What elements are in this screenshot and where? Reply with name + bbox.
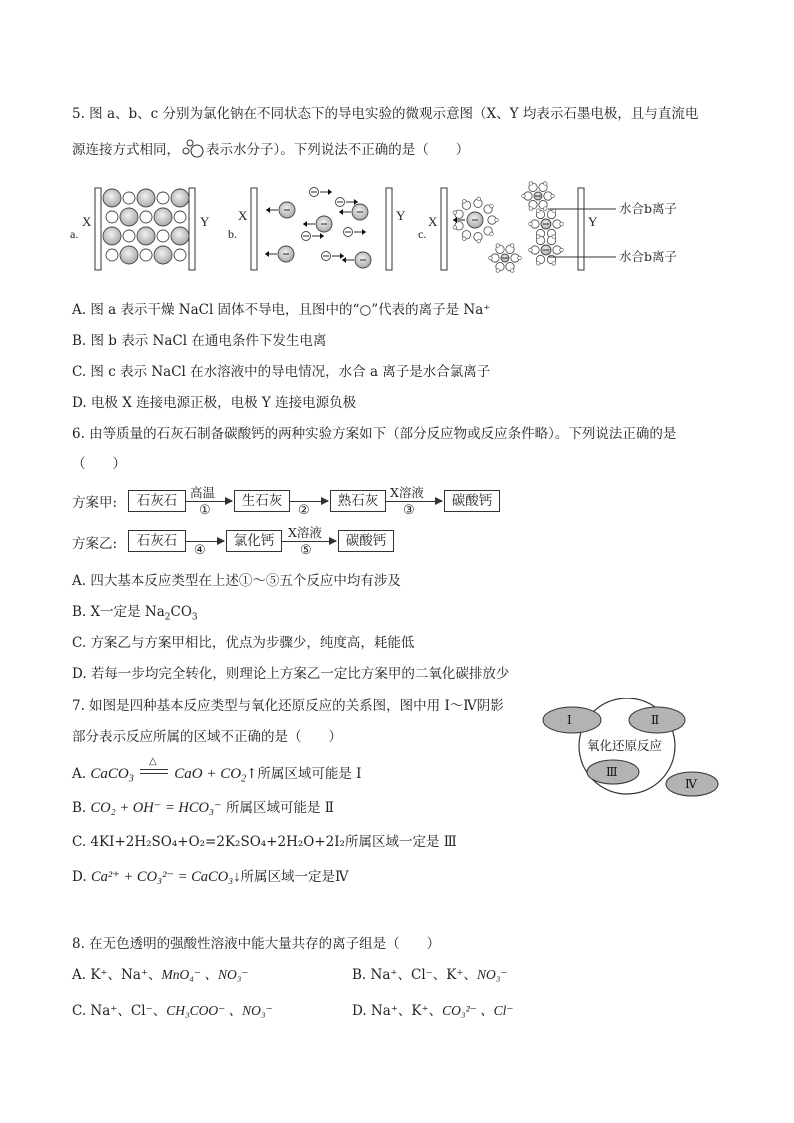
fig-b-label: b. — [228, 227, 237, 241]
electrode-y-a — [189, 188, 195, 270]
plan-a-step3-condition: X溶液 — [390, 485, 424, 500]
q7-option-a-prefix: A. — [72, 766, 91, 782]
small-ion — [174, 249, 186, 261]
plan-b-arrow-4 — [186, 541, 224, 542]
redox-venn-diagram — [540, 698, 720, 798]
plan-a-arrow-3 — [386, 501, 442, 502]
venn-label-redox: 氧化还原反应 — [587, 738, 663, 753]
q6-option-b-mid: CO — [170, 604, 192, 620]
large-ion — [103, 189, 121, 207]
small-ion — [174, 211, 186, 223]
q8-option-d-ions: CO₃²⁻ 、Cl⁻ — [442, 1003, 514, 1018]
hydrated-ions — [453, 182, 563, 273]
large-ion — [137, 189, 155, 207]
plan-a-box-slakedlime: 熟石灰 — [330, 490, 386, 512]
small-ion — [157, 230, 169, 242]
q8-option-d-prefix: D. Na⁺、K⁺、 — [352, 1003, 443, 1019]
plan-a-step2-num: ② — [298, 503, 310, 518]
plan-a-box-quicklime: 生石灰 — [234, 490, 290, 512]
q7-option-a[interactable]: A. CaCO$_3$ △ CaO + $CO_2↑$所属区域可能是 Ⅰ — [72, 765, 362, 789]
q8-option-d[interactable] — [352, 1002, 514, 1020]
q5-conduction-figure — [68, 180, 708, 290]
q7-option-a-suffix: 所属区域可能是 Ⅰ — [257, 766, 362, 782]
q7-option-c[interactable]: C. 4KI+2H₂SO₄+O₂=2K₂SO₄+2H₂O+2I₂所属区域一定是 Ⅲ — [72, 834, 457, 850]
q8-option-c-prefix: C. Na⁺、Cl⁻、 — [72, 1003, 167, 1019]
q7-option-d-suffix: 所属区域一定是Ⅳ — [240, 869, 349, 885]
q7-option-b-eq: CO₂ + OH⁻ = HCO₃⁻ — [90, 800, 222, 816]
plan-a-label: 方案甲: — [72, 495, 118, 511]
water-molecule-icon — [180, 139, 206, 159]
q8-option-c-ions: CH₃COO⁻ 、NO₃⁻ — [166, 1003, 273, 1018]
q8-option-b-ions: NO₃⁻ — [476, 967, 508, 982]
fig-a-y: Y — [200, 214, 210, 229]
q8-option-a[interactable] — [72, 966, 249, 984]
q7-stem-line2: 部分表示反应所属的区域不正确的是（ ） — [72, 729, 342, 745]
electrode-x-b — [251, 188, 257, 270]
venn-label-ii: Ⅱ — [651, 713, 660, 727]
plan-b-box-caco3: 碳酸钙 — [338, 530, 394, 552]
q6-option-a[interactable]: A. 四大基本反应类型在上述①～⑤五个反应中均有涉及 — [72, 573, 401, 589]
q6-option-b-sub2: 3 — [191, 612, 198, 623]
q7-option-b-prefix: B. — [72, 800, 91, 816]
q5-stem-line2 — [72, 139, 469, 159]
heat-symbol: △ — [148, 756, 157, 767]
plan-b-box-limestone: 石灰石 — [128, 530, 186, 552]
q8-stem: 8. 在无色透明的强酸性溶液中能大量共存的离子组是（ ） — [72, 936, 441, 952]
fig-b-y: Y — [396, 208, 406, 223]
fig-b-x: X — [238, 208, 248, 223]
q7-option-d-eq: Ca²⁺ + CO₃²⁻ = CaCO₃↓ — [90, 869, 241, 885]
plan-b-label: 方案乙: — [72, 536, 118, 552]
q7-stem-line1: 7. 如图是四种基本反应类型与氧化还原反应的关系图，图中用 Ⅰ～Ⅳ阴影 — [72, 698, 504, 714]
region-i — [543, 707, 601, 733]
plan-a-arrow-2 — [290, 501, 328, 502]
plan-a-box-limestone: 石灰石 — [128, 490, 186, 512]
small-ion — [106, 211, 118, 223]
plan-b-step5-condition: X溶液 — [288, 525, 322, 540]
q8-option-a-ions: MnO₄⁻ 、NO₃⁻ — [161, 967, 249, 982]
electrode-y-b — [386, 188, 392, 270]
large-ion — [120, 246, 138, 264]
q5-option-d[interactable]: D. 电极 X 连接电源正极，电极 Y 连接电源负极 — [72, 395, 357, 411]
q6-stem-line1: 6. 由等质量的石灰石制备碳酸钙的两种实验方案如下（部分反应物或反应条件略）。下列说法正确的是 — [72, 426, 677, 442]
q7-option-a-eq-right: CaO + CO — [174, 766, 242, 782]
plan-a-arrow-1 — [186, 501, 232, 502]
plan-b-step5-num: ⑤ — [300, 543, 312, 558]
fig-c-x: X — [428, 214, 438, 229]
q7-option-d[interactable] — [72, 868, 348, 886]
q7-option-b-suffix: 所属区域可能是 Ⅱ — [225, 800, 334, 816]
small-ion — [123, 230, 135, 242]
q6-option-d[interactable]: D. 若每一步均完全转化，则理论上方案乙一定比方案甲的二氧化碳排放少 — [72, 666, 510, 682]
q6-stem-line2: （ ） — [72, 456, 126, 472]
q6-option-b-sub: 2 — [164, 612, 171, 623]
q5-stem-line1: 5. 图 a、b、c 分别为氯化钠在不同状态下的导电实验的微观示意图（X、Y 均表示石墨电极，且与直流电 — [72, 106, 699, 122]
q7-option-b[interactable] — [72, 799, 334, 817]
q7-option-a-eq-left: CaCO — [90, 766, 129, 782]
q5-stem-line2-end: 表示水分子）。下列说法不正确的是（ ） — [206, 142, 470, 158]
q6-option-b-text: B. X一定是 Na — [72, 604, 165, 620]
venn-label-i: Ⅰ — [567, 713, 572, 727]
q5-option-a[interactable]: A. 图 a 表示干燥 NaCl 固体不导电，且图中的“○”代表的离子是 Na⁺ — [72, 302, 491, 318]
q6-option-b[interactable] — [72, 603, 198, 627]
nacl-lattice — [103, 189, 189, 264]
q6-option-c[interactable]: C. 方案乙与方案甲相比，优点为步骤少，纯度高，耗能低 — [72, 635, 415, 651]
hydrated-label-1: 水合b离子 — [619, 201, 678, 216]
small-ion — [140, 249, 152, 261]
large-ion — [120, 208, 138, 226]
fig-c-label: c. — [418, 227, 427, 241]
electrode-y-c — [578, 188, 584, 270]
fig-a-label: a. — [70, 227, 79, 241]
electrode-x-a — [95, 188, 101, 270]
molten-ions — [265, 188, 371, 269]
q5-option-b[interactable]: B. 图 b 表示 NaCl 在通电条件下发生电离 — [72, 333, 327, 349]
electrode-x-c — [441, 188, 447, 270]
heat-condition — [138, 756, 170, 779]
large-ion — [171, 227, 189, 245]
q8-option-b[interactable] — [352, 966, 508, 984]
plan-b-arrow-5 — [282, 541, 336, 542]
large-ion — [154, 246, 172, 264]
large-ion — [154, 208, 172, 226]
plan-a-step1-num: ① — [199, 503, 211, 518]
q7-option-d-prefix: D. — [72, 869, 91, 885]
q8-option-b-prefix: B. Na⁺、Cl⁻、K⁺、 — [352, 967, 477, 983]
plan-a-box-caco3: 碳酸钙 — [444, 490, 500, 512]
small-ion — [157, 192, 169, 204]
large-ion — [171, 189, 189, 207]
venn-label-iii: Ⅲ — [606, 765, 618, 779]
large-ion — [103, 227, 121, 245]
q8-option-c[interactable] — [72, 1002, 273, 1020]
plan-a-step3-num: ③ — [403, 503, 415, 518]
small-ion — [140, 211, 152, 223]
plan-b-box-cacl2: 氯化钙 — [226, 530, 282, 552]
plan-b-step4-num: ④ — [194, 543, 206, 558]
small-ion — [123, 192, 135, 204]
plan-a-step1-condition: 高温 — [190, 485, 216, 500]
q8-option-a-prefix: A. K⁺、Na⁺、 — [72, 967, 162, 983]
q5-option-c[interactable]: C. 图 c 表示 NaCl 在水溶液中的导电情况，水合 a 离子是水合氯离子 — [72, 364, 491, 380]
large-ion — [137, 227, 155, 245]
fig-a-x: X — [82, 214, 92, 229]
small-ion — [106, 249, 118, 261]
q5-stem-line2-start: 源连接方式相同， — [72, 142, 180, 158]
fig-c-y: Y — [588, 214, 598, 229]
hydrated-label-2: 水合b离子 — [619, 249, 678, 264]
venn-label-iv: Ⅳ — [685, 777, 697, 791]
